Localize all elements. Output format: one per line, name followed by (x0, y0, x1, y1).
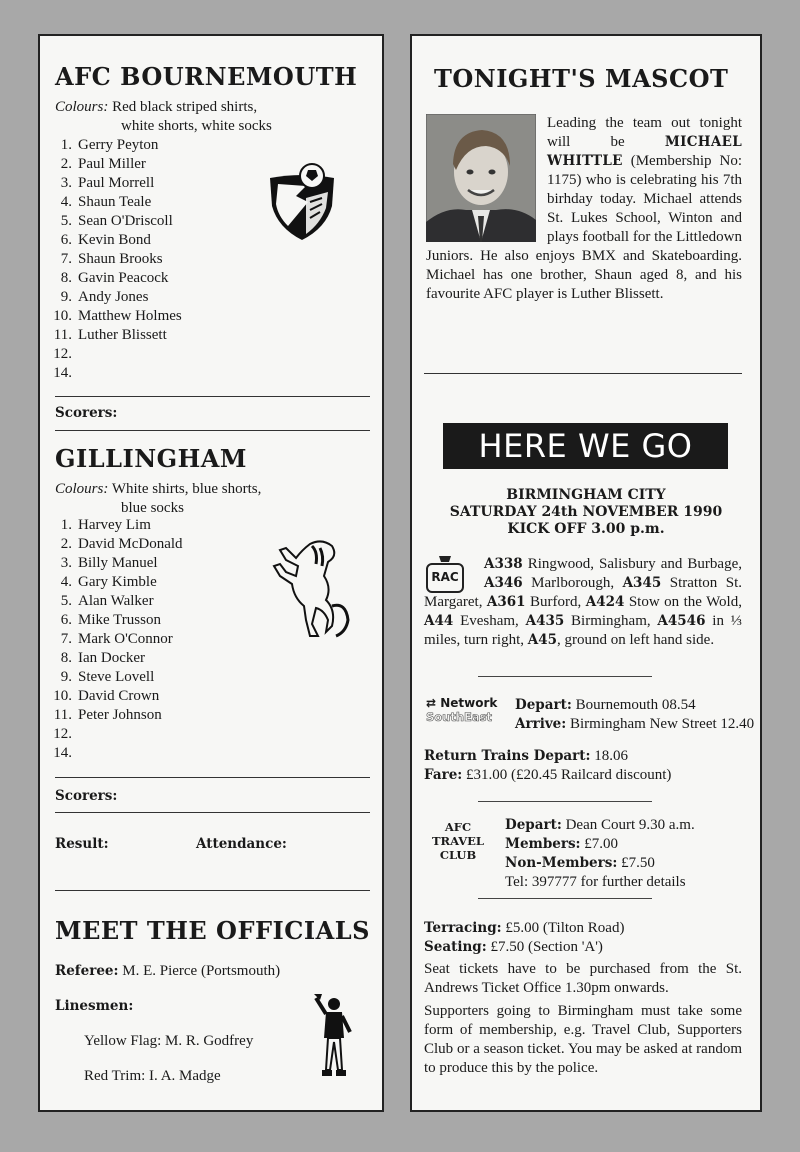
gillingham-roster (50, 516, 183, 763)
road-number: A346 (484, 575, 523, 591)
return-trains-line (424, 747, 628, 766)
train-depart-label: Depart: (515, 697, 572, 713)
player-name: Shaun Brooks (78, 251, 163, 267)
seating-price: £7.50 (Section 'A') (490, 939, 603, 955)
player-row (50, 364, 182, 383)
player-row (50, 136, 182, 155)
colours-line2: white shorts, white socks (121, 118, 272, 134)
divider (55, 430, 370, 431)
player-name: Harvey Lim (78, 517, 151, 533)
road-number: A4546 (657, 613, 706, 629)
divider (424, 373, 742, 374)
club-telephone: Tel: 397777 for further details (505, 874, 686, 890)
afc-travel-club-logo (424, 820, 492, 862)
attendance-label: Attendance: (196, 836, 287, 852)
left-panel (38, 34, 384, 1112)
player-row (50, 535, 183, 554)
terracing-label: Terracing: (424, 920, 502, 936)
shirt-number: 11. (53, 327, 72, 343)
divider (55, 396, 370, 397)
player-name: Matthew Holmes (78, 308, 182, 324)
train-arrive-label: Arrive: (515, 716, 567, 732)
fare-label: Fare: (424, 767, 463, 783)
linesmen-label: Linesmen: (55, 998, 134, 1014)
here-we-go-banner: HERE WE GO (443, 423, 728, 469)
route-text: , ground on left hand side. (557, 632, 715, 648)
fare-line (424, 766, 671, 785)
shirt-number: 6. (60, 232, 72, 248)
route-text: Stratton St. Margaret, (424, 575, 742, 610)
network-text: Network (440, 696, 498, 710)
referee-label: Referee: (55, 963, 119, 979)
player-name: David McDonald (78, 536, 183, 552)
player-row (50, 516, 183, 535)
player-name: Paul Miller (78, 156, 146, 172)
shirt-number: 2. (60, 536, 72, 552)
gillingham-colours (55, 480, 261, 518)
shirt-number: 5. (60, 593, 72, 609)
colours-line1: White shirts, blue shorts, (111, 481, 262, 497)
shirt-number: 8. (60, 650, 72, 666)
shirt-number: 14. (53, 745, 72, 761)
player-name: Gerry Peyton (78, 137, 159, 153)
fare: £31.00 (£20.45 Railcard discount) (466, 767, 672, 783)
club-logo-line: AFC (444, 820, 472, 834)
mascot-title: TONIGHT'S MASCOT (434, 64, 729, 93)
kickoff-time: KICK OFF 3.00 p.m. (507, 521, 665, 537)
seating-label: Seating: (424, 939, 487, 955)
player-name: Andy Jones (78, 289, 149, 305)
return-label: Return Trains Depart: (424, 748, 591, 764)
player-row (50, 725, 183, 744)
player-name: David Crown (78, 688, 160, 704)
route-text: Marlborough, (522, 575, 623, 591)
yellow-flag-line: Yellow Flag: M. R. Godfrey (84, 1033, 254, 1049)
player-row (50, 174, 182, 193)
rearing-horse-icon (266, 536, 352, 642)
mascot-text-1: Leading the team out tonight will be (547, 115, 742, 150)
route-text: in ⅓ miles, turn right, (424, 613, 742, 648)
opponent: BIRMINGHAM CITY (506, 487, 666, 503)
player-row (50, 212, 182, 231)
player-row (50, 573, 183, 592)
officials-title: MEET THE OFFICIALS (55, 916, 370, 945)
mascot-paragraph (426, 114, 742, 304)
red-trim-line: Red Trim: I. A. Madge (84, 1068, 221, 1084)
non-members-price: £7.50 (621, 855, 655, 871)
player-row (50, 649, 183, 668)
club-depart: Dean Court 9.30 a.m. (565, 817, 695, 833)
club-logo-line: CLUB (439, 848, 477, 862)
match-date: SATURDAY 24th NOVEMBER 1990 (449, 504, 723, 520)
player-name: Kevin Bond (78, 232, 151, 248)
train-times (515, 696, 755, 734)
road-number: A345 (622, 575, 662, 591)
player-row (50, 193, 182, 212)
divider (55, 812, 370, 813)
train-arrive: Birmingham New Street 12.40 (570, 716, 755, 732)
terracing-line (424, 919, 624, 938)
right-panel (410, 34, 762, 1112)
player-row (50, 307, 182, 326)
shirt-number: 1. (60, 137, 72, 153)
divider (55, 777, 370, 778)
shirt-number: 10. (53, 308, 72, 324)
player-row (50, 554, 183, 573)
player-name: Steve Lovell (78, 669, 155, 685)
shirt-number: 1. (60, 517, 72, 533)
club-depart-label: Depart: (505, 817, 562, 833)
divider (478, 801, 652, 802)
player-name: Gary Kimble (78, 574, 157, 590)
shirt-number: 10. (53, 688, 72, 704)
shirt-number: 12. (53, 346, 72, 362)
bournemouth-title: AFC BOURNEMOUTH (55, 62, 358, 91)
route-text: Evesham, (453, 613, 526, 629)
shirt-number: 2. (60, 156, 72, 172)
result-label: Result: (55, 836, 109, 852)
player-name: Peter Johnson (78, 707, 162, 723)
route-text: Birmingham, (564, 613, 658, 629)
referee-line (55, 962, 280, 981)
player-name: Shaun Teale (78, 194, 152, 210)
bournemouth-scorers-label: Scorers: (55, 405, 118, 421)
player-row (50, 592, 183, 611)
seat-tickets-note: Seat tickets have to be purchased from the St. Andrews Ticket Office 1.30pm onwards. (424, 961, 742, 996)
player-row (50, 288, 182, 307)
rail-arrows-icon: ⇄ (426, 696, 437, 710)
shirt-number: 7. (60, 251, 72, 267)
player-row (50, 744, 183, 763)
mascot-text-2: (Membership No: 1175) who is celebrating his 7th birhday today. Michael attends St. Lukes School, Winton and plays football for the Littledown Juniors. He also enjoys BMX and Skateboarding. Michael has one brother, Shaun aged 8, and his favourite AFC player is Luther Blissett. (426, 153, 742, 302)
colours-line2: blue socks (121, 500, 184, 516)
colours-label: Colours: (55, 481, 109, 497)
road-number: A424 (585, 594, 625, 610)
terracing-price: £5.00 (Tilton Road) (505, 920, 625, 936)
club-logo-line: TRAVEL (432, 834, 484, 848)
mascot-name: MICHAEL WHITTLE (547, 134, 742, 169)
colours-label: Colours: (55, 99, 109, 115)
bournemouth-roster (50, 136, 182, 383)
southeast-text: SouthEast (426, 710, 493, 724)
colours-line1: Red black striped shirts, (112, 99, 258, 115)
shirt-number: 3. (60, 175, 72, 191)
supporters-note: Supporters going to Birmingham must take some form of membership, e.g. Travel Club, Supporters Club or a season ticket. You may be asked at random to produce this by the police. (424, 1003, 742, 1076)
player-name: Mike Trusson (78, 612, 161, 628)
shirt-number: 6. (60, 612, 72, 628)
travel-club-details (505, 816, 755, 892)
player-row (50, 345, 182, 364)
shirt-number: 9. (60, 669, 72, 685)
shirt-number: 7. (60, 631, 72, 647)
rac-float-spacer (424, 555, 484, 593)
route-text: Burford, (525, 594, 586, 610)
road-number: A44 (424, 613, 454, 629)
player-row (50, 155, 182, 174)
player-row (50, 250, 182, 269)
player-name: Alan Walker (78, 593, 154, 609)
gillingham-title: GILLINGHAM (55, 444, 247, 473)
shirt-number: 3. (60, 555, 72, 571)
afc-crest-icon (266, 162, 338, 242)
shirt-number: 11. (53, 707, 72, 723)
player-name: Sean O'Driscoll (78, 213, 173, 229)
referee-name: M. E. Pierce (Portsmouth) (122, 963, 281, 979)
player-name: Luther Blissett (78, 327, 167, 343)
divider (478, 898, 652, 899)
route-text: Stow on the Wold, (624, 594, 742, 610)
player-row (50, 687, 183, 706)
road-number: A338 (484, 556, 523, 572)
route-directions (424, 555, 742, 650)
player-name: Gavin Peacock (78, 270, 169, 286)
seating-line (424, 938, 603, 957)
divider (55, 890, 370, 891)
shirt-number: 4. (60, 194, 72, 210)
referee-figure-icon (310, 992, 356, 1078)
shirt-number: 14. (53, 365, 72, 381)
player-row (50, 611, 183, 630)
player-row (50, 630, 183, 649)
non-members-label: Non-Members: (505, 855, 618, 871)
player-row (50, 269, 182, 288)
player-name: Billy Manuel (78, 555, 158, 571)
divider (478, 676, 652, 677)
shirt-number: 4. (60, 574, 72, 590)
shirt-number: 9. (60, 289, 72, 305)
road-number: A435 (525, 613, 565, 629)
player-name: Ian Docker (78, 650, 146, 666)
player-row (50, 706, 183, 725)
bournemouth-colours (55, 98, 272, 136)
photo-float-spacer (426, 114, 547, 244)
shirt-number: 5. (60, 213, 72, 229)
shirt-number: 8. (60, 270, 72, 286)
road-number: A361 (486, 594, 526, 610)
player-name: Mark O'Connor (78, 631, 173, 647)
player-row (50, 668, 183, 687)
road-number: A45 (527, 632, 558, 648)
fixture-details (412, 487, 760, 538)
player-row (50, 231, 182, 250)
route-text: Ringwood, Salisbury and Burbage, (522, 556, 742, 572)
gillingham-scorers-label: Scorers: (55, 788, 118, 804)
return-time: 18.06 (594, 748, 628, 764)
player-name: Paul Morrell (78, 175, 155, 191)
rac-logo-text: RAC (431, 570, 459, 584)
members-price: £7.00 (584, 836, 619, 852)
shirt-number: 12. (53, 726, 72, 742)
members-label: Members: (505, 836, 581, 852)
player-row (50, 326, 182, 345)
network-southeast-logo (426, 696, 497, 724)
train-depart: Bournemouth 08.54 (575, 697, 696, 713)
